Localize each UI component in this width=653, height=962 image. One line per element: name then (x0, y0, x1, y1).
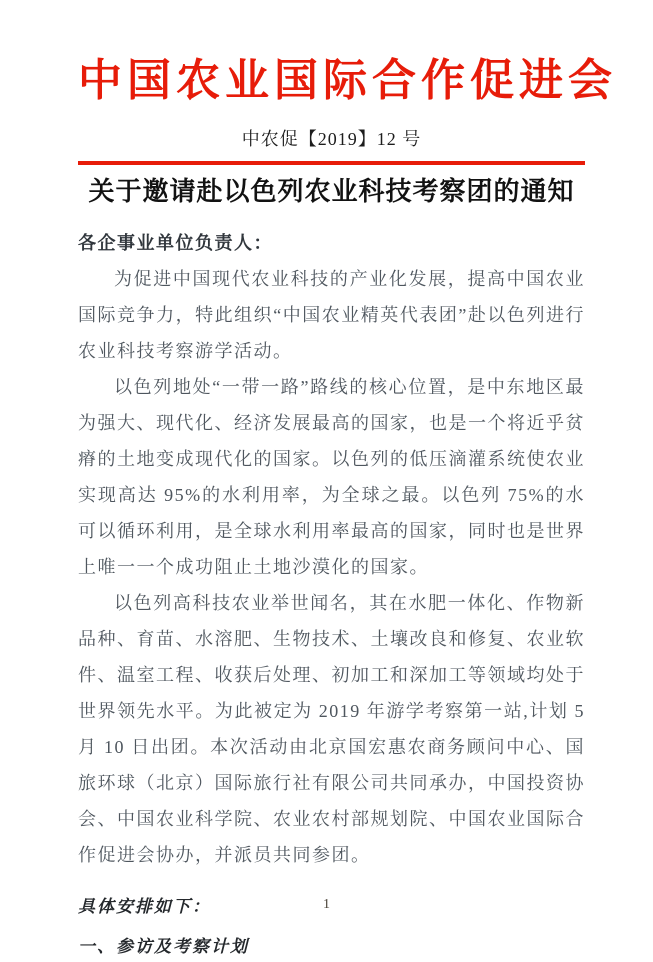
notice-title: 关于邀请赴以色列农业科技考察团的通知 (88, 176, 575, 206)
body-paragraph-3: 以色列高科技农业举世闻名，其在水肥一体化、作物新品种、育苗、水溶肥、生物技术、土壤改良和修复、农业软件、温室工程、收获后处理、初加工和深加工等领域均处于世界领先水平。为此被定为 2019 年游学考察第一站,计划 5 月 10 日出团。本次活动由北京国宏惠农商务顾问中心、国旅环球（北京）国际旅行社有限公司共同承办，中国投资协会、中国农业科学院、农业农村部规划院、中国农业国际合作促进会协办，并派员共同参团。 (78, 593, 585, 865)
salutation: 各企事业单位负责人： (78, 233, 273, 253)
body-paragraph-1: 为促进中国现代农业科技的产业化发展，提高中国农业国际竞争力，特此组织“中国农业精英代表团”赴以色列进行农业科技考察游学活动。 (78, 269, 585, 361)
letterhead-org-name: 中国农业国际合作促进会 (78, 56, 617, 105)
body-paragraph-2: 以色列地处“一带一路”路线的核心位置，是中东地区最为强大、现代化、经济发展最高的国家，也是一个将近乎贫瘠的土地变成现代化的国家。以色列的低压滴灌系统使农业实现高达 95%的水利用率，为全球之最。以色列 75%的水可以循环利用，是全球水利用率最高的国家，同时也是世界上唯一一个成功阻止土地沙漠化的国家。 (78, 377, 585, 577)
section-heading-arrangements: 具体安排如下： (78, 897, 211, 916)
letterhead-red-divider (78, 161, 585, 165)
document-number: 中农促【2019】12 号 (241, 129, 422, 149)
section-item-visit-plan: 一、参访及考察计划 (78, 937, 249, 956)
page-number: 1 (323, 897, 330, 912)
